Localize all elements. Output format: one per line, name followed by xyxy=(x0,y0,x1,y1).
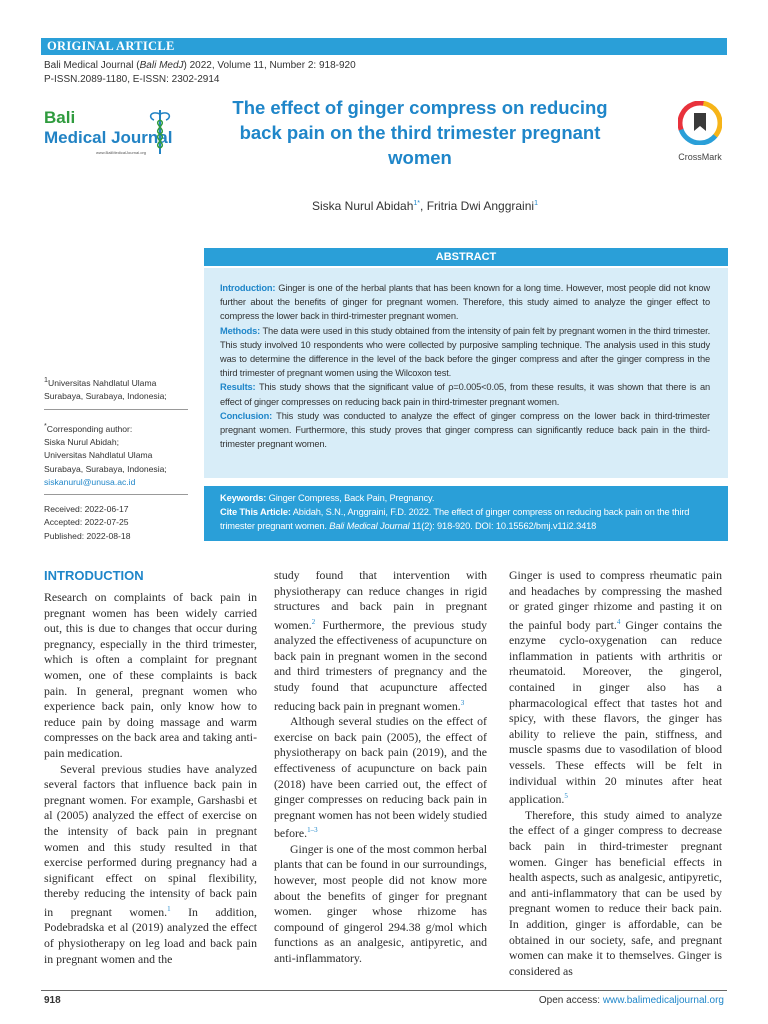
abstract-intro-label: Introduction: xyxy=(220,283,276,293)
corr-institution: Universitas Nahdlatul Ulama Surabaya, Surabaya, Indonesia; xyxy=(44,450,167,474)
cite-journal: Bali Medical Journal xyxy=(329,521,410,532)
section-banner xyxy=(41,38,727,55)
author-2: Fritria Dwi Anggraini xyxy=(426,199,535,213)
cite-this-article xyxy=(220,505,710,533)
affiliation-marker: 1 xyxy=(44,376,48,384)
logo-text-medical-journal: Medical Journal xyxy=(44,128,173,147)
abstract-results-label: Results: xyxy=(220,382,256,393)
abstract-conclusion xyxy=(220,409,710,452)
abstract-heading: ABSTRACT xyxy=(204,248,728,266)
reference-link[interactable]: 1 xyxy=(167,904,171,913)
affiliation-note xyxy=(44,374,188,403)
body-text: Furthermore, the previous study analyzed the effectiveness of acupuncture on back pain in pregnant women in the second and third trimesters of pregnancy and the study found that acupuncture affected reducing back pain in pregnant women. xyxy=(274,617,487,713)
corr-name: Siska Nurul Abidah; xyxy=(44,437,119,448)
corr-heading xyxy=(44,420,188,436)
reference-link[interactable]: 4 xyxy=(616,617,621,626)
reference-link[interactable]: 1–3 xyxy=(307,826,318,835)
accepted-date: Accepted: 2022-07-25 xyxy=(44,517,129,528)
body-paragraph xyxy=(44,762,257,968)
abstract-methods xyxy=(220,324,710,381)
journal-prefix: Bali Medical Journal ( xyxy=(44,60,140,71)
body-paragraph: Research on complaints of back pain in pregnant women has been widely carried out, this is due to changes that occur during pregnancy, especially in the third trimester, which is often a complaint for pregnant women, one of these complaints is back pain. In general, pregnant women who experience back pain, only know how to reduce pain by doing massage and warm compresses on the back area and taking anti-pain medication. xyxy=(44,590,257,760)
abstract-methods-text: The data were used in this study obtained from the intensity of pain felt by pregnant women in the third trimester. This study involved 10 respondents who were collected by purposive sampling technique. The analysis used in this study was to determine the difference in the level of the back before the ginger compress and after the ginger compress in the third trimester of pregnant women using the Wilcoxon test. xyxy=(220,325,710,379)
body-text: Ginger contains the enzyme cyclo-oxygenation can reduce inflammation in patients with arthritis or rheumatoid. Moreover, the gingerol, contained in ginger also has a pharmacological effect that tastes hot and spicy, with these flavors, the ginger has ability to relieve the pain, stiffness, and muscle spasms due to vasodilation of blood vessels. These effects will be felt in individual within 20 minutes after heat application. xyxy=(509,617,722,807)
journal-citation-line xyxy=(44,60,356,71)
introduction-heading: INTRODUCTION xyxy=(44,568,144,583)
keywords xyxy=(220,491,710,505)
received-date: Received: 2022-06-17 xyxy=(44,504,129,514)
keywords-label: Keywords: xyxy=(220,493,267,503)
page-number: 918 xyxy=(44,995,61,1006)
journal-abbr: Bali MedJ xyxy=(139,60,184,71)
author-separator: , xyxy=(420,199,427,213)
affiliation-text: Universitas Nahdlatul Ulama Surabaya, Surabaya, Indonesia; xyxy=(44,377,167,402)
reference-link[interactable]: 3 xyxy=(460,698,465,707)
article-dates xyxy=(44,503,188,543)
body-column-2 xyxy=(274,568,487,967)
author-line xyxy=(312,199,538,213)
body-column-1 xyxy=(44,568,257,967)
logo-text-bali: Bali xyxy=(44,108,76,127)
body-column-3 xyxy=(509,568,722,979)
abstract-conclusion-label: Conclusion: xyxy=(220,410,273,421)
open-access-label: Open access: xyxy=(538,995,603,1006)
body-text: study found that intervention with physiotherapy can reduce changes in rigid structures and back pain in pregnant women. xyxy=(274,568,487,632)
abstract-conclusion-text: This study was conducted to analyze the effect of ginger compress on the lower back in third-trimester pregnant women. Furthermore, this study proves that ginger compress can significantly reduce back pain in the third-trimester pregnant women. xyxy=(220,410,710,450)
crossmark-icon xyxy=(678,101,722,145)
abstract-results xyxy=(220,380,710,408)
logo-url: www.BaliMedicalJournal.org xyxy=(96,150,147,155)
corr-label: Corresponding author: xyxy=(46,423,133,434)
body-paragraph xyxy=(274,714,487,842)
reference-link[interactable]: 5 xyxy=(564,792,568,801)
reference-link[interactable]: 2 xyxy=(311,617,316,626)
body-paragraph xyxy=(509,568,722,808)
section-label: ORIGINAL ARTICLE xyxy=(47,39,175,53)
abstract-intro-text: Ginger is one of the herbal plants that has been known for a long time. However, most people did not know further about the benefits of ginger for pregnant women. Therefore, this study aimed to analyze the ginger effect to compress the lower back in third-trimester pregnant women. xyxy=(220,283,710,322)
article-title: The effect of ginger compress on reducing back pain on the third trimester pregnant women xyxy=(232,97,608,168)
author-2-affiliation: 1 xyxy=(534,200,538,207)
footer-divider xyxy=(41,990,727,991)
corr-email-link[interactable]: siskanurul@unusa.ac.id xyxy=(44,477,136,488)
body-paragraph: Ginger is one of the most common herbal plants that can be found in our surroundings, however, most people did not know more about the benefits of ginger for pregnant women. ginger whose rhizome has compound of gingerol 294.38 g/mol which functions as an analgesic, antipyretic, and anti-inflammatory. xyxy=(274,841,487,966)
cite-text: Abidah, S.N., Anggraini, F.D. 2022. The effect of ginger compress on reducing back pain on the third trimester pregnant women. xyxy=(220,507,690,532)
body-text: In addition, Podebradska et al (2019) analyzed the effect of physiotherapy on leg load and back pain in pregnant women and the xyxy=(44,904,257,966)
corresponding-author-note xyxy=(44,420,188,489)
body-text: Ginger is used to compress rheumatic pain and headaches by compressing the mashed or grated ginger rhizome and pasting it on the painful body part. xyxy=(509,568,722,632)
abstract-methods-label: Methods: xyxy=(220,325,261,336)
abstract-introduction xyxy=(220,281,710,324)
journal-website-link[interactable]: www.balimedicaljournal.org xyxy=(602,995,724,1006)
abstract-results-text: This study shows that the significant value of ρ=0.005<0.05, from these results, it was shown that there is an effect of ginger compresses on reducing back pain in third-trimester pregnant women. xyxy=(220,382,710,407)
issn-line: P-ISSN.2089-1180, E-ISSN: 2302-2914 xyxy=(44,74,220,85)
body-text: Although several studies on the effect of exercise on back pain (2005), the effect of physiotherapy on back pain (2019), and the effectiveness of acupuncture on back pain (2018) have been carried out, the effect of ginger compresses on reducing back pain in pregnant women has not been widely studied before. xyxy=(274,714,487,841)
caduceus-icon xyxy=(148,108,172,156)
sidebar-divider xyxy=(44,409,188,410)
keywords-box xyxy=(204,486,728,541)
cite-tail: 11(2): 918-920. DOI: 10.15562/bmj.v11i2.3418 xyxy=(409,521,597,532)
body-text: Several previous studies have analyzed several factors that influence back pain in pregnant women. For example, Garshasbi et al (2005) analyzed the effect of exercise on the intensity of back pain in pregnant women and this study resulted in that exercise performed during pregnancy had a significant effect on spinal flexibility, thereby reducing the intensity of back pain in pregnant women. xyxy=(44,761,257,919)
body-paragraph xyxy=(274,568,487,714)
published-date: Published: 2022-08-18 xyxy=(44,530,131,541)
cite-label: Cite This Article: xyxy=(220,507,291,518)
abstract-box xyxy=(204,268,728,478)
keywords-text: Ginger Compress, Back Pain, Pregnancy. xyxy=(266,493,435,503)
crossmark-badge[interactable] xyxy=(672,101,728,162)
sidebar-divider xyxy=(44,494,188,495)
journal-suffix: ) 2022, Volume 11, Number 2: 918-920 xyxy=(183,60,356,71)
author-1: Siska Nurul Abidah xyxy=(312,199,414,213)
crossmark-label: CrossMark xyxy=(678,152,722,162)
body-paragraph: Therefore, this study aimed to analyze the effect of a ginger compress to decrease back pain in third-trimester pregnant women. Ginger has beneficial effects in health aspects, such as analgesic, antipyretic, and anti-inflammatory that can be used by pregnant women to reduce their back pain. In addition, ginger is affordable, can be obtained in our society, safe, and pregnant women can make it to themselves. Ginger is considered as xyxy=(509,807,722,978)
corr-marker: * xyxy=(44,422,47,430)
journal-logo xyxy=(44,108,176,158)
open-access-note xyxy=(539,995,724,1006)
author-1-affiliation: 1* xyxy=(413,200,421,207)
